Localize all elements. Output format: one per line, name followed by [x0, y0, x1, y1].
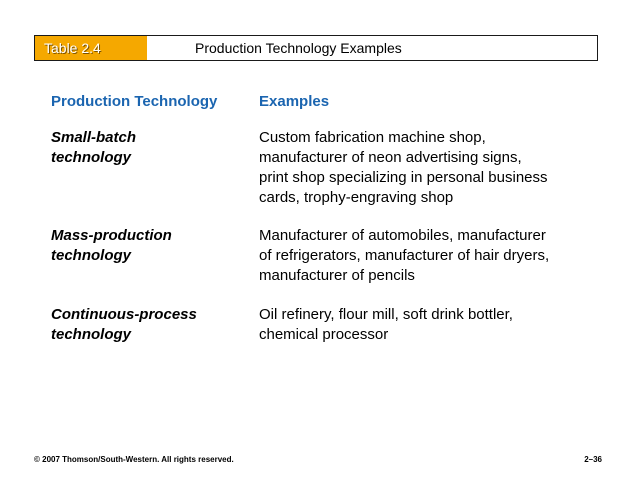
- row-label-line: Mass-production: [51, 227, 172, 244]
- example-line: cards, trophy-engraving shop: [259, 189, 454, 206]
- example-line: manufacturer of pencils: [259, 267, 415, 284]
- example-line: Oil refinery, flour mill, soft drink bottler,: [259, 306, 513, 323]
- row-label-small-batch: [51, 128, 241, 168]
- row-examples-continuous-process: [259, 305, 589, 345]
- row-examples-mass-production: [259, 226, 589, 286]
- row-label-mass-production: [51, 226, 241, 266]
- row-label-line: Small-batch: [51, 129, 137, 146]
- example-line: chemical processor: [259, 326, 389, 343]
- row-label-line: technology: [51, 149, 132, 166]
- example-line: Custom fabrication machine shop,: [259, 129, 486, 146]
- table-title: Production Technology Examples: [195, 40, 402, 56]
- page-number: 2–36: [584, 455, 602, 464]
- example-line: of refrigerators, manufacturer of hair dryers,: [259, 247, 550, 264]
- table-number-label: Table 2.4: [35, 36, 147, 60]
- example-line: Manufacturer of automobiles, manufacturer: [259, 227, 546, 244]
- column-header-examples: Examples: [259, 93, 330, 110]
- row-label-continuous-process: [51, 305, 241, 345]
- example-line: print shop specializing in personal business: [259, 169, 548, 186]
- row-label-line: technology: [51, 247, 132, 264]
- table-header-bar: [34, 35, 598, 61]
- column-header-production-technology: Production Technology: [51, 93, 218, 110]
- row-label-line: technology: [51, 326, 132, 343]
- row-label-line: Continuous-process: [51, 306, 197, 323]
- row-examples-small-batch: [259, 128, 589, 208]
- copyright-notice: © 2007 Thomson/South-Western. All rights reserved.: [34, 455, 234, 464]
- example-line: manufacturer of neon advertising signs,: [259, 149, 522, 166]
